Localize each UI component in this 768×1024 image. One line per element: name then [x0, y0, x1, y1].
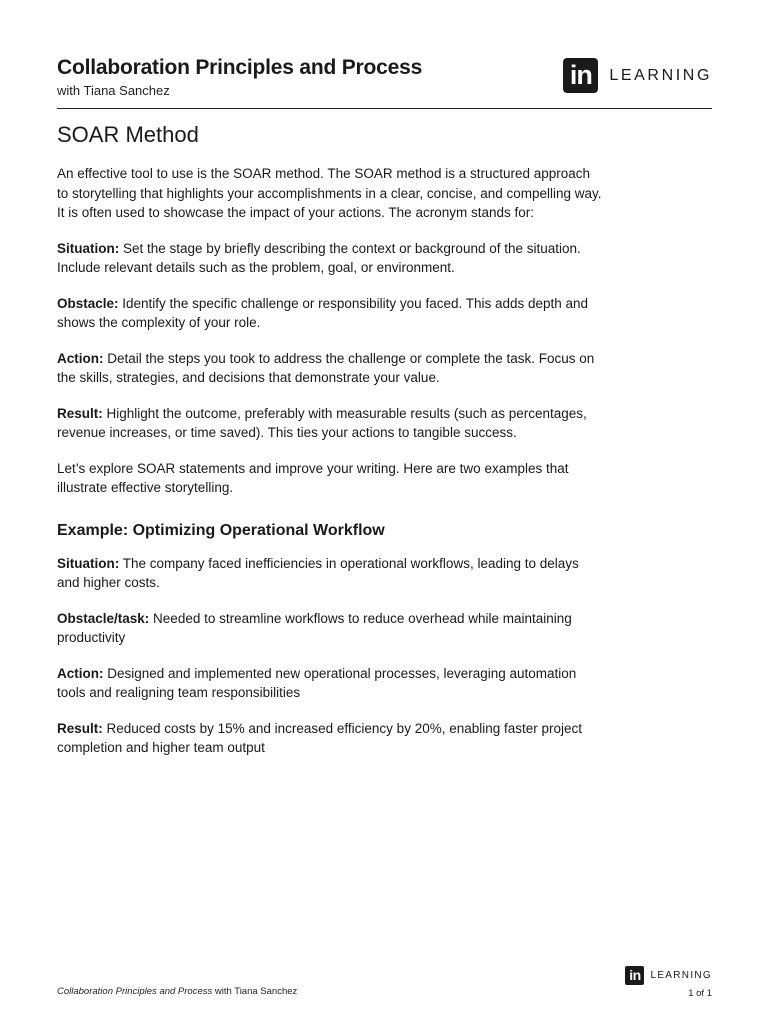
example-situation: [57, 554, 602, 593]
example-text: Needed to streamline workflows to reduce overhead while maintaining productivity: [57, 610, 572, 645]
example-text: Reduced costs by 15% and increased efficiency by 20%, enabling faster project completion and higher team output: [57, 720, 583, 755]
example-term: Action:: [57, 665, 104, 681]
linkedin-learning-logo: [563, 58, 712, 93]
example-action: [57, 664, 602, 703]
footer-course-title: Collaboration Principles and Process: [57, 986, 213, 997]
example-term: Situation:: [57, 555, 120, 571]
footer-instructor: with Tiana Sanchez: [212, 986, 298, 997]
intro-paragraph: An effective tool to use is the SOAR method. The SOAR method is a structured approach to storytelling that highlights your accomplishments in a clear, concise, and compelling way. It is often used to showcase the impact of your actions. The acronym stands for:: [57, 166, 602, 220]
definition-situation: [57, 239, 602, 278]
definition-text: Highlight the outcome, preferably with measurable results (such as percentages, revenue increases, or time saved). This ties your actions to tangible success.: [57, 405, 587, 440]
section-title: SOAR Method: [57, 122, 199, 147]
linkedin-icon: in: [563, 58, 598, 93]
definition-term: Action:: [57, 350, 104, 366]
footer-course-credit: [57, 986, 297, 997]
example-term: Obstacle/task:: [57, 610, 150, 626]
example-result: [57, 719, 602, 758]
page-header: [57, 52, 712, 109]
instructor-name: with Tiana Sanchez: [57, 83, 170, 98]
transition-paragraph: Let’s explore SOAR statements and improve your writing. Here are two examples that illustrate effective storytelling.: [57, 460, 569, 495]
example-term: Result:: [57, 720, 103, 736]
page-number: 1 of 1: [688, 988, 712, 999]
definition-term: Result:: [57, 405, 103, 421]
footer-brand-block: [622, 966, 712, 999]
example-text: Designed and implemented new operational processes, leveraging automation tools and realigning team responsibilities: [57, 665, 577, 700]
example-text: The company faced inefficiencies in operational workflows, leading to delays and higher costs.: [57, 555, 579, 590]
definition-result: [57, 404, 602, 443]
course-title: Collaboration Principles and Process: [57, 56, 423, 79]
footer-brand-wordmark: LEARNING: [650, 970, 712, 981]
definition-term: Obstacle:: [57, 295, 119, 311]
footer-linkedin-learning-logo: [622, 966, 712, 985]
brand-wordmark: LEARNING: [609, 66, 712, 84]
example-obstacle: [57, 609, 602, 648]
definition-obstacle: [57, 294, 602, 333]
definition-action: [57, 349, 602, 388]
definition-text: Identify the specific challenge or responsibility you faced. This adds depth and shows the complexity of your role.: [57, 295, 589, 330]
definition-term: Situation:: [57, 240, 120, 256]
definition-text: Set the stage by briefly describing the context or background of the situation. Include relevant details such as the problem, goal, or environment.: [57, 240, 581, 275]
example-title: Example: Optimizing Operational Workflow: [57, 521, 385, 539]
linkedin-icon: in: [625, 966, 644, 985]
definition-text: Detail the steps you took to address the challenge or complete the task. Focus on the skills, strategies, and decisions that demonstrate your value.: [57, 350, 595, 385]
page-content: [57, 122, 602, 774]
